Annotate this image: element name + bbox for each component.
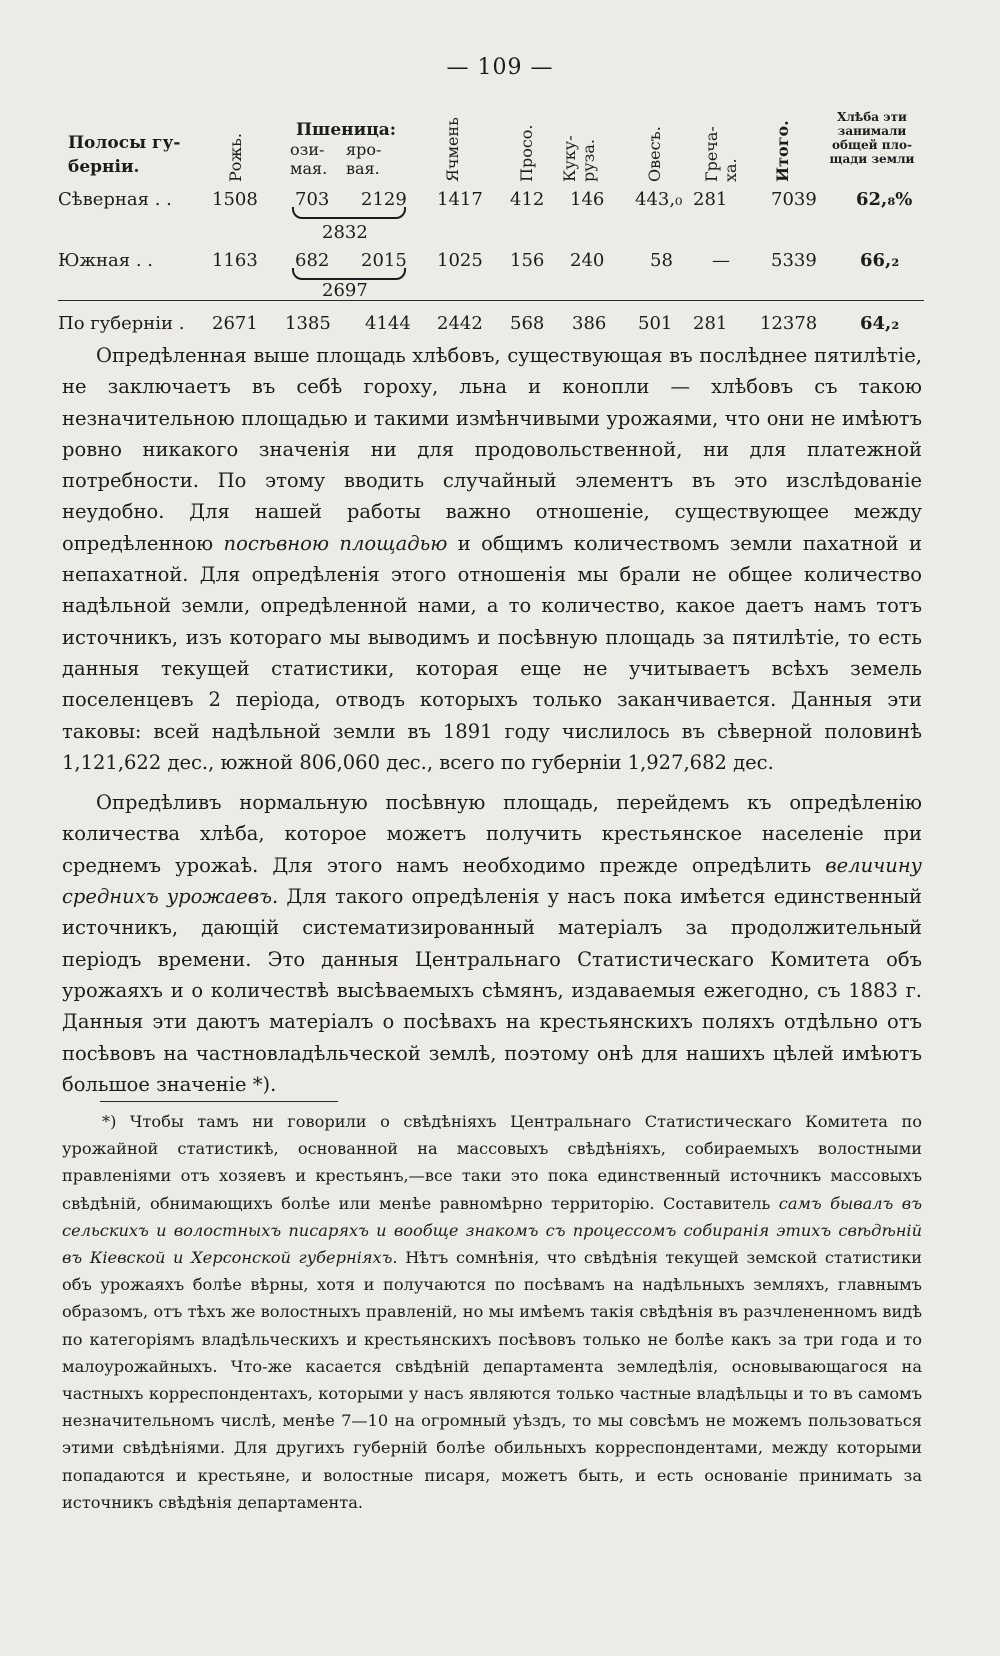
- wheat-brace-north: [292, 207, 406, 219]
- row-north-wheat-sum: 2832: [322, 222, 368, 243]
- row-total-barley: 2442: [437, 313, 483, 334]
- row-north-rye: 1508: [212, 189, 258, 210]
- header-wheat-spring: яро- вая.: [346, 140, 382, 178]
- row-total-total: 12378: [760, 313, 818, 334]
- row-north-corn: 146: [570, 189, 605, 210]
- italic-phrase: посѣвною площадью: [223, 531, 448, 555]
- row-south-share: 66,₂: [860, 250, 900, 271]
- row-north-total: 7039: [771, 189, 817, 210]
- row-total-winter: 1385: [285, 313, 331, 334]
- header-region: Полосы гу- берніи.: [68, 133, 181, 177]
- row-south-barley: 1025: [437, 250, 483, 271]
- row-total-region: По губерніи .: [58, 313, 185, 334]
- paragraph: Опредѣленная выше площадь хлѣбовъ, существующая въ послѣднее пятилѣтіе, не заключаетъ въ себѣ гороху, льна и конопли — хлѣбовъ съ такою незначительною площадью и такими измѣнчивыми урожаями, что они не имѣютъ ровно никакого значенія ни для продовольственной, ни для платежной потребности. По этому вводить случайный элементъ въ это изслѣдованіе неудобно. Для нашей работы важно отношеніе, существующее между опредѣленною посѣвною площадью и общимъ количествомъ земли пахатной и непахатной. Для опредѣленія этого отношенія мы брали не общее количество надѣльной земли, опредѣленной нами, а то количество, какое даетъ намъ тотъ источникъ, изъ котораго мы выводимъ и посѣвную площадь за пятилѣтіе, то есть данныя текущей статистики, которая еще не учитываетъ всѣхъ земель поселенцевъ 2 періода, отводъ которыхъ только заканчивается. Данныя эти таковы: всей надѣльной земли въ 1891 году числилось въ сѣверной половинѣ 1,121,622 дес., южной 806,060 дес., всего по губерніи 1,927,682 дес.: [62, 344, 922, 774]
- row-total-millet: 568: [510, 313, 545, 334]
- header-oats: Овесъ.: [645, 126, 664, 182]
- header-wheat-winter: ози- мая.: [290, 140, 328, 178]
- row-total-buckwheat: 281: [693, 313, 728, 334]
- row-total-corn: 386: [572, 313, 607, 334]
- row-total-spring: 4144: [365, 313, 411, 334]
- footnote: [62, 1108, 922, 1516]
- row-north-buckwheat: 281: [693, 189, 728, 210]
- row-total-share: 64,₂: [860, 313, 900, 334]
- row-south-rye: 1163: [212, 250, 258, 271]
- grain-area-table: [0, 0, 1000, 340]
- header-buckwheat: Греча- ха.: [702, 126, 740, 182]
- header-millet: Просо.: [517, 124, 536, 182]
- row-south-oats: 58: [650, 250, 673, 271]
- row-south-buckwheat: —: [712, 250, 730, 271]
- totals-rule: [58, 300, 924, 301]
- row-south-spring: 2015: [361, 250, 407, 271]
- italic-phrase: самъ бывалъ въ сельскихъ и волостныхъ писаряхъ и вообще знакомъ съ процессомъ собиранія этихъ свѣдѣній въ Кіевской и Херсонской губерніяхъ.: [62, 1193, 922, 1268]
- row-north-millet: 412: [510, 189, 545, 210]
- footnote-paragraph: *) Чтобы тамъ ни говорили о свѣдѣніяхъ Центральнаго Статистическаго Комитета по урожайной статистикѣ, основанной на массовыхъ свѣдѣніяхъ, собираемыхъ волостными правленіями отъ хозяевъ и крестьянъ,—все таки это пока единственный источникъ массовыхъ свѣдѣній, обнимающихъ болѣе или менѣе равномѣрно территорію. Составитель самъ бывалъ въ сельскихъ и волостныхъ писаряхъ и вообще знакомъ съ процессомъ собиранія этихъ свѣдѣній въ Кіевской и Херсонской губерніяхъ. Нѣтъ сомнѣнія, что свѣдѣнія текущей земской статистики объ урожаяхъ болѣе вѣрны, хотя и получаются по посѣвамъ на надѣльныхъ земляхъ, главнымъ образомъ, отъ тѣхъ же волостныхъ правленій, но мы имѣемъ такія свѣдѣнія въ разчлененномъ видѣ по категоріямъ владѣльческихъ и крестьянскихъ посѣвовъ только не болѣе какъ за три года и то малоурожайныхъ. Что-же касается свѣдѣній департамента земледѣлія, основывающагося на частныхъ корреспондентахъ, которыми у насъ являются только частные владѣльцы и то въ самомъ незначительномъ числѣ, менѣе 7—10 на огромный уѣздъ, то мы совсѣмъ не можемъ пользоваться этими свѣдѣніями. Для другихъ губерній болѣе обильныхъ корреспондентами, между которыми попадаются и крестьяне, и волостные писаря, можетъ быть, и есть основаніе принимать за источникъ свѣдѣнія департамента.: [62, 1112, 923, 1512]
- footnote-separator: [100, 1101, 338, 1102]
- row-north-region: Сѣверная . .: [58, 189, 172, 210]
- header-barley: Ячмень: [443, 117, 462, 182]
- page-number: — 109 —: [446, 55, 554, 80]
- row-south-wheat-sum: 2697: [322, 280, 368, 301]
- header-share: Хлѣба эти занимали общей пло- щади земли: [829, 110, 915, 166]
- row-south-winter: 682: [295, 250, 330, 271]
- body-text: [62, 340, 922, 1100]
- row-south-region: Южная . .: [58, 250, 154, 271]
- row-north-winter: 703: [295, 189, 330, 210]
- row-total-oats: 501: [638, 313, 673, 334]
- row-total-rye: 2671: [212, 313, 258, 334]
- row-north-spring: 2129: [361, 189, 407, 210]
- header-total: Итого.: [773, 120, 792, 182]
- row-south-total: 5339: [771, 250, 817, 271]
- italic-phrase: величину среднихъ урожаевъ.: [62, 853, 922, 909]
- row-south-millet: 156: [510, 250, 545, 271]
- row-north-share: 62,₈%: [856, 189, 913, 210]
- row-north-barley: 1417: [437, 189, 483, 210]
- header-corn: Куку- руза.: [560, 135, 598, 182]
- header-wheat: Пшеница:: [296, 120, 397, 140]
- header-rye: Рожь.: [226, 133, 245, 182]
- row-north-oats: 443,₀: [635, 189, 683, 210]
- wheat-brace-south: [292, 268, 406, 280]
- paragraph: Опредѣливъ нормальную посѣвную площадь, перейдемъ къ опредѣленію количества хлѣба, которое можетъ получить крестьянское населеніе при среднемъ урожаѣ. Для этого намъ необходимо прежде опредѣлить величину среднихъ урожаевъ. Для такого опредѣленія у насъ пока имѣется единственный источникъ, дающій систематизированный матеріалъ за продолжительный періодъ времени. Это данныя Центральнаго Статистическаго Комитета объ урожаяхъ и о количествѣ высѣваемыхъ сѣмянъ, издаваемыя ежегодно, съ 1883 г. Данныя эти даютъ матеріалъ о посѣвахъ на крестьянскихъ поляхъ отдѣльно отъ посѣвовъ на частновладѣльческой землѣ, поэтому онѣ для нашихъ цѣлей имѣютъ большое значеніе *).: [62, 791, 922, 1096]
- row-south-corn: 240: [570, 250, 605, 271]
